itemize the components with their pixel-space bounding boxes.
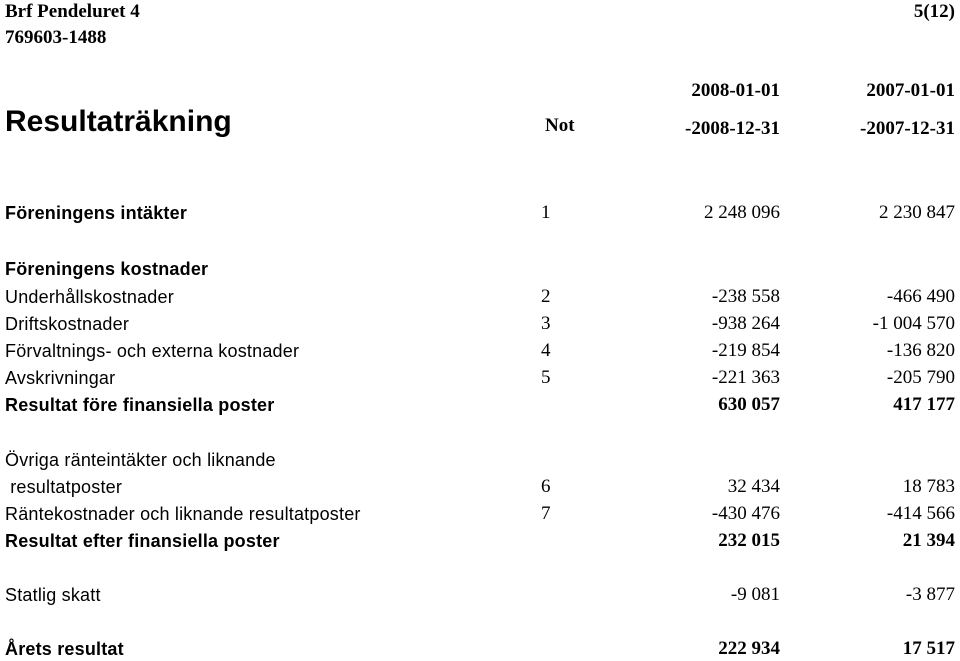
row-value-2007: -3 877 bbox=[905, 584, 955, 605]
row-value-2007: 417 177 bbox=[893, 394, 955, 415]
row-note: 6 bbox=[541, 476, 551, 497]
row-value-2008: -9 081 bbox=[730, 584, 780, 605]
row-label: Driftskostnader bbox=[5, 314, 130, 334]
row-admin bbox=[0, 339, 960, 363]
period2-end: -2007-12-31 bbox=[860, 118, 955, 139]
note-column-header: Not bbox=[545, 115, 575, 136]
row-label: resultatposter bbox=[5, 477, 123, 497]
row-note: 2 bbox=[541, 286, 551, 307]
row-value-2008: -219 854 bbox=[711, 340, 780, 361]
row-costs-heading bbox=[0, 257, 960, 281]
row-result-after-financial bbox=[0, 529, 960, 553]
row-label: Resultat före finansiella poster bbox=[5, 395, 275, 415]
row-label: Avskrivningar bbox=[5, 368, 116, 388]
row-label: Föreningens intäkter bbox=[5, 203, 188, 223]
row-value-2008: 630 057 bbox=[718, 394, 780, 415]
row-interest-expense bbox=[0, 502, 960, 526]
row-note: 1 bbox=[541, 202, 551, 223]
row-value-2007: -414 566 bbox=[886, 503, 955, 524]
row-note: 3 bbox=[541, 313, 551, 334]
page-number: 5(12) bbox=[913, 1, 955, 22]
row-value-2008: 32 434 bbox=[727, 476, 780, 497]
row-label: Statlig skatt bbox=[5, 585, 101, 605]
page-title: Resultaträkning bbox=[5, 105, 232, 138]
row-value-2008: 232 015 bbox=[718, 530, 780, 551]
row-value-2007: -466 490 bbox=[886, 286, 955, 307]
row-value-2008: 2 248 096 bbox=[704, 202, 780, 223]
row-note: 7 bbox=[541, 503, 551, 524]
row-label: Underhållskostnader bbox=[5, 287, 174, 307]
row-value-2007: 17 517 bbox=[902, 638, 955, 659]
row-value-2007: -136 820 bbox=[886, 340, 955, 361]
row-label: Räntekostnader och liknande resultatposter bbox=[5, 504, 361, 524]
row-value-2007: -1 004 570 bbox=[872, 313, 955, 334]
row-interest-income-heading bbox=[0, 448, 960, 472]
row-value-2008: -221 363 bbox=[711, 367, 780, 388]
row-value-2007: -205 790 bbox=[886, 367, 955, 388]
period2-start: 2007-01-01 bbox=[866, 80, 955, 101]
row-label: Årets resultat bbox=[5, 639, 124, 659]
row-maintenance bbox=[0, 285, 960, 309]
row-tax bbox=[0, 583, 960, 607]
row-revenue bbox=[0, 201, 960, 225]
organization-number: 769603-1488 bbox=[5, 27, 107, 48]
organization-name: Brf Pendeluret 4 bbox=[5, 1, 140, 22]
row-value-2007: 2 230 847 bbox=[879, 202, 955, 223]
row-label: Förvaltnings- och externa kostnader bbox=[5, 341, 300, 361]
period1-end: -2008-12-31 bbox=[685, 118, 780, 139]
row-note: 4 bbox=[541, 340, 551, 361]
row-value-2008: -238 558 bbox=[711, 286, 780, 307]
row-label: Övriga ränteintäkter och liknande bbox=[5, 450, 276, 470]
row-value-2007: 18 783 bbox=[902, 476, 955, 497]
row-value-2008: 222 934 bbox=[718, 638, 780, 659]
period1-start: 2008-01-01 bbox=[691, 80, 780, 101]
row-result-before-financial bbox=[0, 393, 960, 417]
row-label: Föreningens kostnader bbox=[5, 259, 209, 279]
row-net-result bbox=[0, 637, 960, 661]
row-value-2008: -938 264 bbox=[711, 313, 780, 334]
row-depreciation bbox=[0, 366, 960, 390]
row-value-2007: 21 394 bbox=[902, 530, 955, 551]
row-value-2008: -430 476 bbox=[711, 503, 780, 524]
row-operating bbox=[0, 312, 960, 336]
row-label: Resultat efter finansiella poster bbox=[5, 531, 280, 551]
row-note: 5 bbox=[541, 367, 551, 388]
row-interest-income bbox=[0, 475, 960, 499]
